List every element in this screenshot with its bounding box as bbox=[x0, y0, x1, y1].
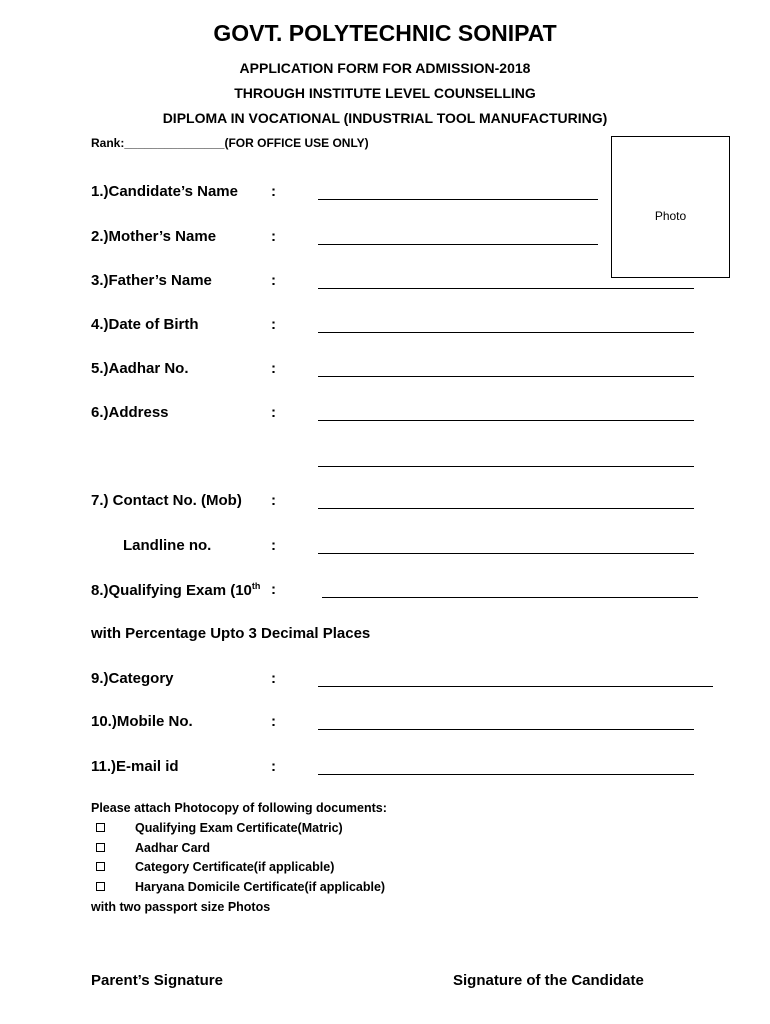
document-item bbox=[96, 841, 210, 855]
candidate-signature-label: Signature of the Candidate bbox=[453, 972, 644, 989]
document-item-label: Aadhar Card bbox=[135, 841, 211, 855]
landline-field[interactable] bbox=[318, 553, 694, 554]
colon: : bbox=[271, 492, 276, 509]
document-item-label: Qualifying Exam Certificate(Matric) bbox=[135, 821, 343, 835]
document-item bbox=[96, 821, 343, 835]
colon: : bbox=[271, 316, 276, 333]
address-field-2[interactable] bbox=[318, 466, 694, 467]
form-subtitle-3: DIPLOMA IN VOCATIONAL (INDUSTRIAL TOOL MANUFACTURING) bbox=[162, 110, 608, 126]
colon: : bbox=[271, 758, 276, 775]
qualifying-label-text: 8.)Qualifying Exam (10 bbox=[91, 582, 252, 599]
rank-line bbox=[91, 136, 369, 150]
contact-field[interactable] bbox=[318, 508, 694, 509]
document-item bbox=[96, 860, 334, 874]
candidate-name-label: 1.)Candidate’s Name bbox=[91, 183, 238, 200]
rank-blank[interactable]: _______________ bbox=[124, 136, 225, 150]
email-label: 11.)E-mail id bbox=[91, 758, 179, 775]
checkbox-icon[interactable] bbox=[96, 843, 105, 852]
colon: : bbox=[271, 228, 276, 245]
dob-field[interactable] bbox=[318, 332, 694, 333]
form-subtitle-2: THROUGH INSTITUTE LEVEL COUNSELLING bbox=[234, 85, 536, 101]
mobile-field[interactable] bbox=[318, 729, 694, 730]
qualifying-label-sup: th bbox=[251, 581, 261, 591]
colon: : bbox=[271, 183, 276, 200]
parent-signature-label: Parent’s Signature bbox=[91, 972, 223, 989]
mother-name-field[interactable] bbox=[318, 244, 598, 245]
document-item bbox=[96, 880, 385, 894]
address-field-1[interactable] bbox=[318, 420, 694, 421]
father-name-field[interactable] bbox=[318, 288, 694, 289]
dob-label: 4.)Date of Birth bbox=[91, 316, 199, 333]
checkbox-icon[interactable] bbox=[96, 862, 105, 871]
mother-name-label: 2.)Mother’s Name bbox=[91, 228, 217, 245]
checkbox-icon[interactable] bbox=[96, 823, 105, 832]
colon: : bbox=[271, 272, 276, 289]
colon: : bbox=[271, 670, 276, 687]
qualifying-note: with Percentage Upto 3 Decimal Places bbox=[91, 625, 371, 642]
form-title: GOVT. POLYTECHNIC SONIPAT bbox=[213, 20, 557, 46]
document-item-label: Category Certificate(if applicable) bbox=[135, 860, 335, 874]
father-name-label: 3.)Father’s Name bbox=[91, 272, 212, 289]
address-label: 6.)Address bbox=[91, 404, 169, 421]
colon: : bbox=[271, 713, 276, 730]
photo-label: Photo bbox=[654, 209, 687, 223]
rank-label: Rank: bbox=[91, 136, 125, 150]
qualifying-label bbox=[91, 581, 260, 599]
category-label: 9.)Category bbox=[91, 670, 174, 687]
documents-outro: with two passport size Photos bbox=[91, 900, 271, 914]
contact-label: 7.) Contact No. (Mob) bbox=[91, 492, 242, 509]
document-item-label: Haryana Domicile Certificate(if applicable) bbox=[135, 880, 386, 894]
email-field[interactable] bbox=[318, 774, 694, 775]
colon: : bbox=[271, 581, 276, 598]
photo-box[interactable] bbox=[611, 136, 730, 278]
category-field[interactable] bbox=[318, 686, 713, 687]
landline-label: Landline no. bbox=[123, 537, 212, 554]
colon: : bbox=[271, 360, 276, 377]
documents-intro: Please attach Photocopy of following documents: bbox=[91, 801, 387, 815]
colon: : bbox=[271, 404, 276, 421]
mobile-label: 10.)Mobile No. bbox=[91, 713, 193, 730]
form-subtitle-1: APPLICATION FORM FOR ADMISSION-2018 bbox=[239, 60, 531, 76]
aadhar-field[interactable] bbox=[318, 376, 694, 377]
colon: : bbox=[271, 537, 276, 554]
rank-note: (FOR OFFICE USE ONLY) bbox=[224, 136, 369, 150]
qualifying-field[interactable] bbox=[322, 597, 698, 598]
candidate-name-field[interactable] bbox=[318, 199, 598, 200]
checkbox-icon[interactable] bbox=[96, 882, 105, 891]
aadhar-label: 5.)Aadhar No. bbox=[91, 360, 189, 377]
